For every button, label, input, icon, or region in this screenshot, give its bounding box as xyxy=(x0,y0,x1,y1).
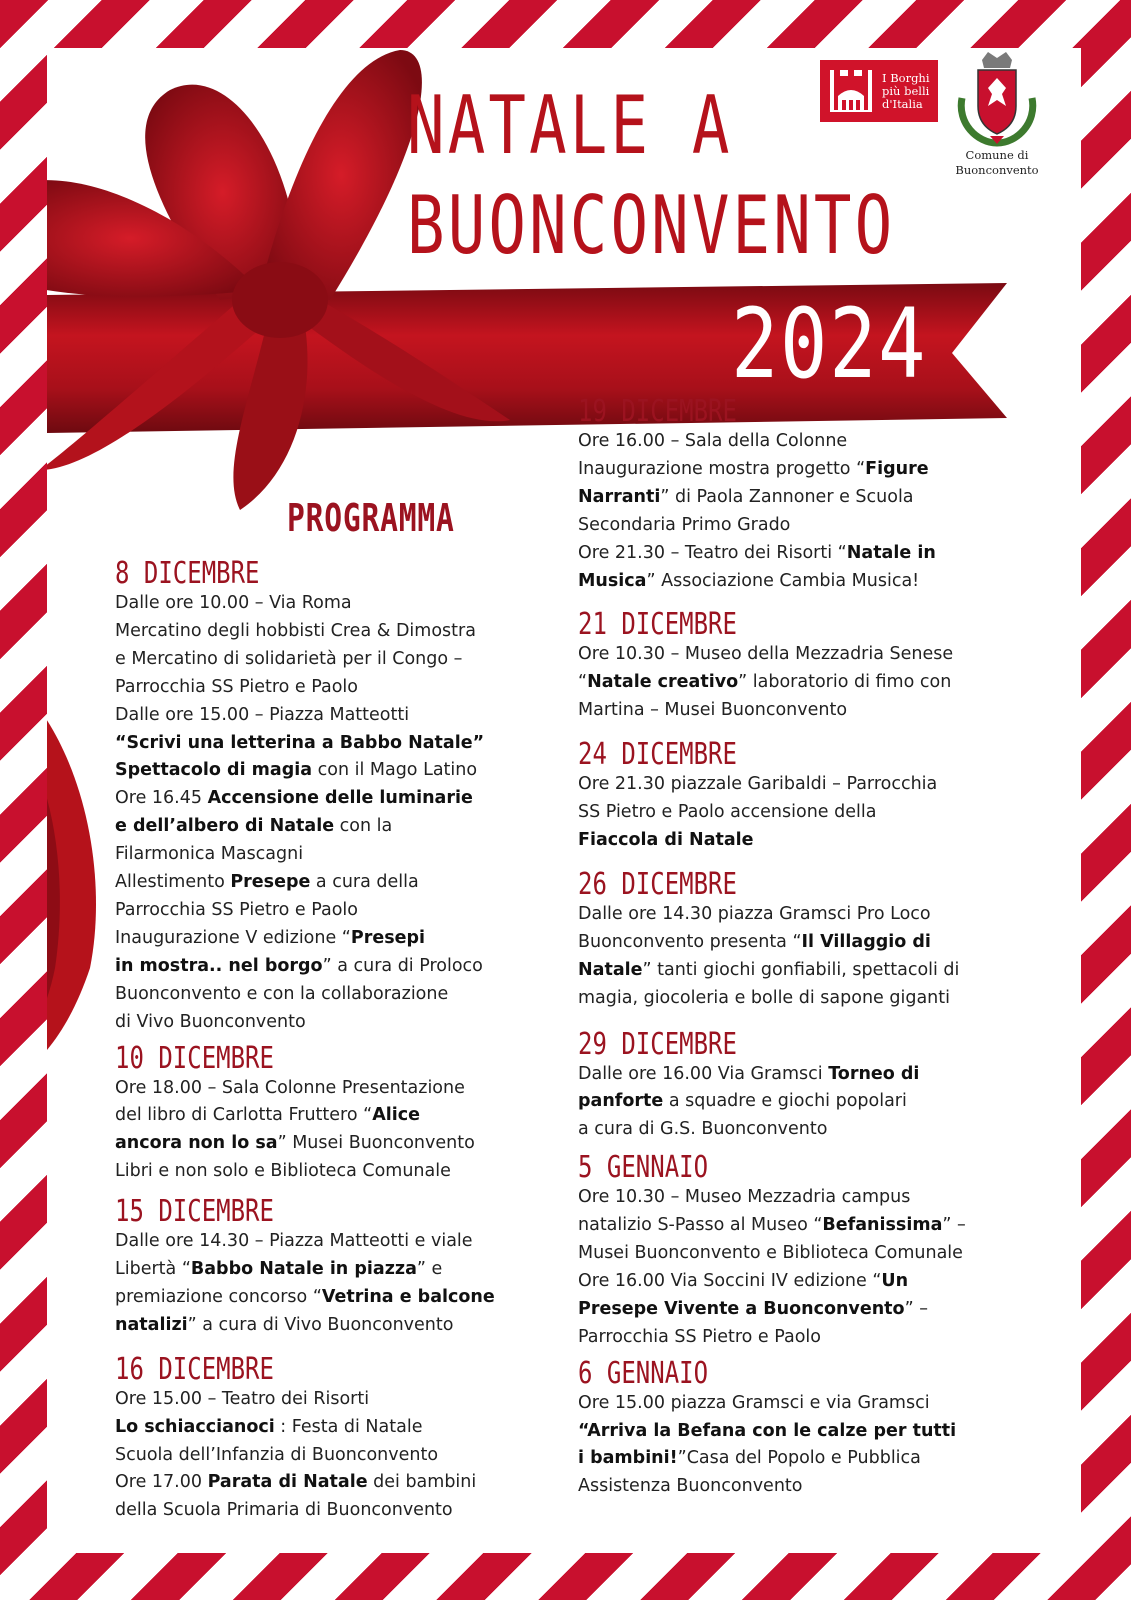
event-highlight: Befanissima xyxy=(822,1215,943,1236)
event-line xyxy=(115,1009,575,1037)
event-line xyxy=(578,540,1048,568)
event-text: Buonconvento e con la collaborazione xyxy=(115,983,449,1004)
event-text: Ore 16.45 xyxy=(115,788,208,809)
event-line xyxy=(115,590,575,618)
event-text: Ore 10.30 – Museo della Mezzadria Senese xyxy=(578,644,954,665)
event-text: Ore 21.30 piazzale Garibaldi – Parrocchia xyxy=(578,774,938,795)
title-line-2: BUONCONVENTO xyxy=(407,179,896,272)
event-line xyxy=(115,869,575,897)
event-text: Dalle ore 16.00 Via Gramsci xyxy=(578,1063,829,1084)
borghi-line-2: più belli xyxy=(882,83,930,98)
event-line xyxy=(115,897,575,925)
event-text: Ore 16.00 Via Soccini IV edizione “ xyxy=(578,1270,882,1291)
event-highlight: Lo schiaccianoci xyxy=(115,1416,275,1437)
day-block xyxy=(115,1351,575,1526)
event-highlight: natalizi xyxy=(115,1314,188,1335)
event-line xyxy=(578,512,1048,540)
event-text: dei bambini xyxy=(367,1472,477,1493)
day-title: 26 DICEMBRE xyxy=(578,866,737,902)
event-line xyxy=(578,1240,1048,1268)
day-block xyxy=(115,558,575,1037)
event-line xyxy=(578,957,1048,985)
day-title: 10 DICEMBRE xyxy=(115,1040,274,1076)
borghi-line-1: I Borghi xyxy=(882,70,930,85)
event-text: a cura di G.S. Buonconvento xyxy=(578,1119,828,1140)
event-text: Ore 16.00 – Sala della Colonne xyxy=(578,431,848,451)
event-highlight: Torneo di xyxy=(828,1063,920,1084)
event-text: della Scuola Primaria di Buonconvento xyxy=(115,1500,453,1521)
event-line xyxy=(115,646,575,674)
event-text: premiazione concorso “ xyxy=(115,1286,322,1307)
event-line xyxy=(578,799,1048,827)
coat-of-arms-icon xyxy=(952,48,1042,148)
event-line xyxy=(115,1312,575,1340)
borghi-logo xyxy=(820,60,938,122)
event-line xyxy=(115,674,575,702)
event-highlight: in mostra.. nel borgo xyxy=(115,955,323,976)
event-line xyxy=(578,901,1048,929)
event-line xyxy=(115,1075,575,1103)
program-column-left xyxy=(115,558,575,1525)
event-line xyxy=(115,702,575,730)
event-text: Dalle ore 14.30 – Piazza Matteotti e viale xyxy=(115,1231,473,1252)
event-highlight: Fiaccola di Natale xyxy=(578,829,754,850)
event-line xyxy=(115,953,575,981)
event-highlight: e dell’albero di Natale xyxy=(115,816,335,837)
event-line xyxy=(115,1442,575,1470)
event-text: ” a cura di Proloco xyxy=(322,955,483,976)
event-highlight: Presepe Vivente a Buonconvento xyxy=(578,1298,905,1319)
event-text: ” a cura di Vivo Buonconvento xyxy=(187,1314,454,1335)
day-title: 29 DICEMBRE xyxy=(578,1026,737,1062)
event-text: del libro di Carlotta Fruttero “ xyxy=(115,1105,373,1126)
event-text: ” di Paola Zannoner e Scuola xyxy=(660,486,914,507)
event-highlight: Parata di Natale xyxy=(207,1472,368,1493)
event-text: “ xyxy=(578,672,588,693)
year-label: 2024 xyxy=(731,288,928,400)
event-text: Musei Buonconvento e Biblioteca Comunale xyxy=(578,1243,963,1264)
event-text: ” – xyxy=(904,1298,928,1319)
event-highlight: Vetrina e balcone xyxy=(321,1286,495,1307)
event-line xyxy=(578,641,1048,669)
event-text: ” tanti giochi gonfiabili, spettacoli di xyxy=(642,959,960,980)
event-line xyxy=(115,1469,575,1497)
event-line xyxy=(115,1102,575,1130)
event-text: Assistenza Buonconvento xyxy=(578,1476,803,1497)
event-line xyxy=(578,669,1048,697)
event-line xyxy=(578,568,1048,596)
event-line xyxy=(115,1284,575,1312)
event-text: Martina – Musei Buonconvento xyxy=(578,700,848,721)
event-text: Libertà “ xyxy=(115,1259,191,1280)
event-line xyxy=(115,785,575,813)
borghi-line-3: d'Italia xyxy=(882,96,923,111)
poster xyxy=(47,48,1081,1553)
event-text: Inaugurazione mostra progetto “ xyxy=(578,458,866,479)
event-highlight: Narranti xyxy=(578,486,661,507)
day-block xyxy=(578,1355,1048,1502)
event-line xyxy=(578,827,1048,855)
event-text: Ore 15.00 piazza Gramsci e via Gramsci xyxy=(578,1392,930,1413)
event-text: Scuola dell’Infanzia di Buonconvento xyxy=(115,1444,439,1465)
day-title: 19 DICEMBRE xyxy=(578,394,737,429)
comune-logo xyxy=(937,48,1057,178)
event-highlight: Alice xyxy=(372,1105,420,1126)
event-highlight: Il Villaggio di xyxy=(801,931,931,952)
event-text: Parrocchia SS Pietro e Paolo xyxy=(578,1326,821,1347)
event-text: Dalle ore 14.30 piazza Gramsci Pro Loco xyxy=(578,903,931,924)
event-line xyxy=(578,1473,1048,1501)
event-line xyxy=(578,1268,1048,1296)
event-line xyxy=(578,1088,1048,1116)
event-text: SS Pietro e Paolo accensione della xyxy=(578,802,877,823)
event-text: natalizio S-Passo al Museo “ xyxy=(578,1215,823,1236)
day-title: 24 DICEMBRE xyxy=(578,737,737,773)
event-line xyxy=(115,618,575,646)
event-highlight: Musica xyxy=(578,570,647,591)
event-highlight: panforte xyxy=(578,1091,664,1112)
event-line xyxy=(115,730,575,758)
event-line xyxy=(578,428,1048,456)
event-line xyxy=(578,1061,1048,1089)
event-line xyxy=(578,697,1048,725)
event-line xyxy=(115,1497,575,1525)
event-highlight: Presepe xyxy=(230,872,311,893)
event-highlight: Un xyxy=(881,1270,909,1291)
event-line xyxy=(578,1390,1048,1418)
event-text: Secondaria Primo Grado xyxy=(578,514,791,535)
event-line xyxy=(578,484,1048,512)
event-highlight: ancora non lo sa xyxy=(115,1133,278,1154)
day-title: 6 GENNAIO xyxy=(578,1355,709,1391)
event-text: Ore 15.00 – Teatro dei Risorti xyxy=(115,1388,370,1409)
event-highlight: Presepi xyxy=(350,927,426,948)
event-text: ” Musei Buonconvento xyxy=(277,1133,475,1154)
event-text: : Festa di Natale xyxy=(274,1416,423,1437)
event-text: ” – xyxy=(942,1215,966,1236)
event-line xyxy=(115,981,575,1009)
event-text: Libri e non solo e Biblioteca Comunale xyxy=(115,1161,451,1182)
event-text: Ore 18.00 – Sala Colonne Presentazione xyxy=(115,1077,465,1098)
event-text: Filarmonica Mascagni xyxy=(115,844,304,865)
programma-heading: PROGRAMMA xyxy=(287,496,455,540)
comune-line-1: Comune di xyxy=(965,148,1029,162)
program-column-right xyxy=(578,396,1048,1501)
day-title: 15 DICEMBRE xyxy=(115,1194,274,1230)
event-text: Buonconvento presenta “ xyxy=(578,931,802,952)
event-line xyxy=(115,1130,575,1158)
event-line xyxy=(115,813,575,841)
event-text: ” laboratorio di fimo con xyxy=(738,672,952,693)
event-line xyxy=(578,456,1048,484)
event-text: Dalle ore 10.00 – Via Roma xyxy=(115,593,352,613)
event-line xyxy=(115,1256,575,1284)
event-line xyxy=(578,929,1048,957)
event-text: Dalle ore 15.00 – Piazza Matteotti xyxy=(115,704,410,725)
event-text: ”Casa del Popolo e Pubblica xyxy=(677,1448,921,1469)
event-text: Allestimento xyxy=(115,872,231,893)
event-line xyxy=(578,1418,1048,1446)
event-line xyxy=(115,1228,575,1256)
event-text: con la xyxy=(334,816,393,837)
day-title: 16 DICEMBRE xyxy=(115,1351,274,1387)
event-line xyxy=(115,1386,575,1414)
day-block xyxy=(578,396,1048,595)
day-block xyxy=(115,1040,575,1187)
day-title: 5 GENNAIO xyxy=(578,1150,709,1186)
event-highlight: Natale creativo xyxy=(587,672,739,693)
event-text: e Mercatino di solidarietà per il Congo – xyxy=(115,648,463,669)
event-highlight: i bambini! xyxy=(578,1448,678,1469)
event-text: Mercatino degli hobbisti Crea & Dimostra xyxy=(115,620,476,641)
event-text: ” e xyxy=(416,1259,443,1280)
title-line-1: NATALE A xyxy=(407,79,733,172)
event-line xyxy=(578,1116,1048,1144)
event-text: ” Associazione Cambia Musica! xyxy=(646,570,920,591)
event-highlight: Natale in xyxy=(846,542,936,563)
event-line xyxy=(115,1414,575,1442)
event-line xyxy=(115,925,575,953)
day-block xyxy=(115,1196,575,1340)
event-text: Parrocchia SS Pietro e Paolo xyxy=(115,899,358,920)
day-block xyxy=(578,1152,1048,1351)
day-title: 21 DICEMBRE xyxy=(578,607,737,643)
event-line xyxy=(578,1184,1048,1212)
day-block xyxy=(578,1026,1048,1145)
event-highlight: Spettacolo di magia xyxy=(115,760,313,781)
event-text: di Vivo Buonconvento xyxy=(115,1011,306,1032)
event-line xyxy=(115,1158,575,1186)
event-text: con il Mago Latino xyxy=(312,760,478,781)
event-text: Ore 10.30 – Museo Mezzadria campus xyxy=(578,1187,911,1208)
event-highlight: Accensione delle luminarie xyxy=(207,788,473,809)
event-highlight: Figure xyxy=(865,458,929,479)
event-highlight: “Scrivi una letterina a Babbo Natale” xyxy=(115,732,485,753)
event-highlight: “Arriva la Befana con le calze per tutti xyxy=(578,1420,957,1441)
event-text: Inaugurazione V edizione “ xyxy=(115,927,351,948)
event-line xyxy=(578,1296,1048,1324)
day-block xyxy=(578,739,1048,855)
event-text: a cura della xyxy=(310,872,419,893)
event-line xyxy=(115,841,575,869)
event-line xyxy=(578,1324,1048,1352)
event-line xyxy=(578,771,1048,799)
castle-icon xyxy=(826,66,876,116)
event-text: magia, giocoleria e bolle di sapone giganti xyxy=(578,987,950,1008)
event-line xyxy=(115,757,575,785)
day-block xyxy=(578,866,1048,1013)
event-text: Parrocchia SS Pietro e Paolo xyxy=(115,676,358,697)
event-text: Ore 17.00 xyxy=(115,1472,208,1493)
event-line xyxy=(578,1445,1048,1473)
day-block xyxy=(578,609,1048,725)
event-highlight: Natale xyxy=(578,959,643,980)
event-highlight: Babbo Natale in piazza xyxy=(190,1259,417,1280)
day-title: 8 DICEMBRE xyxy=(115,556,260,591)
event-line xyxy=(578,985,1048,1013)
event-text: Ore 21.30 – Teatro dei Risorti “ xyxy=(578,542,847,563)
side-ribbon xyxy=(47,668,120,1088)
comune-line-2: Buonconvento xyxy=(955,163,1039,177)
event-text: a squadre e giochi popolari xyxy=(663,1091,907,1112)
event-line xyxy=(578,1212,1048,1240)
